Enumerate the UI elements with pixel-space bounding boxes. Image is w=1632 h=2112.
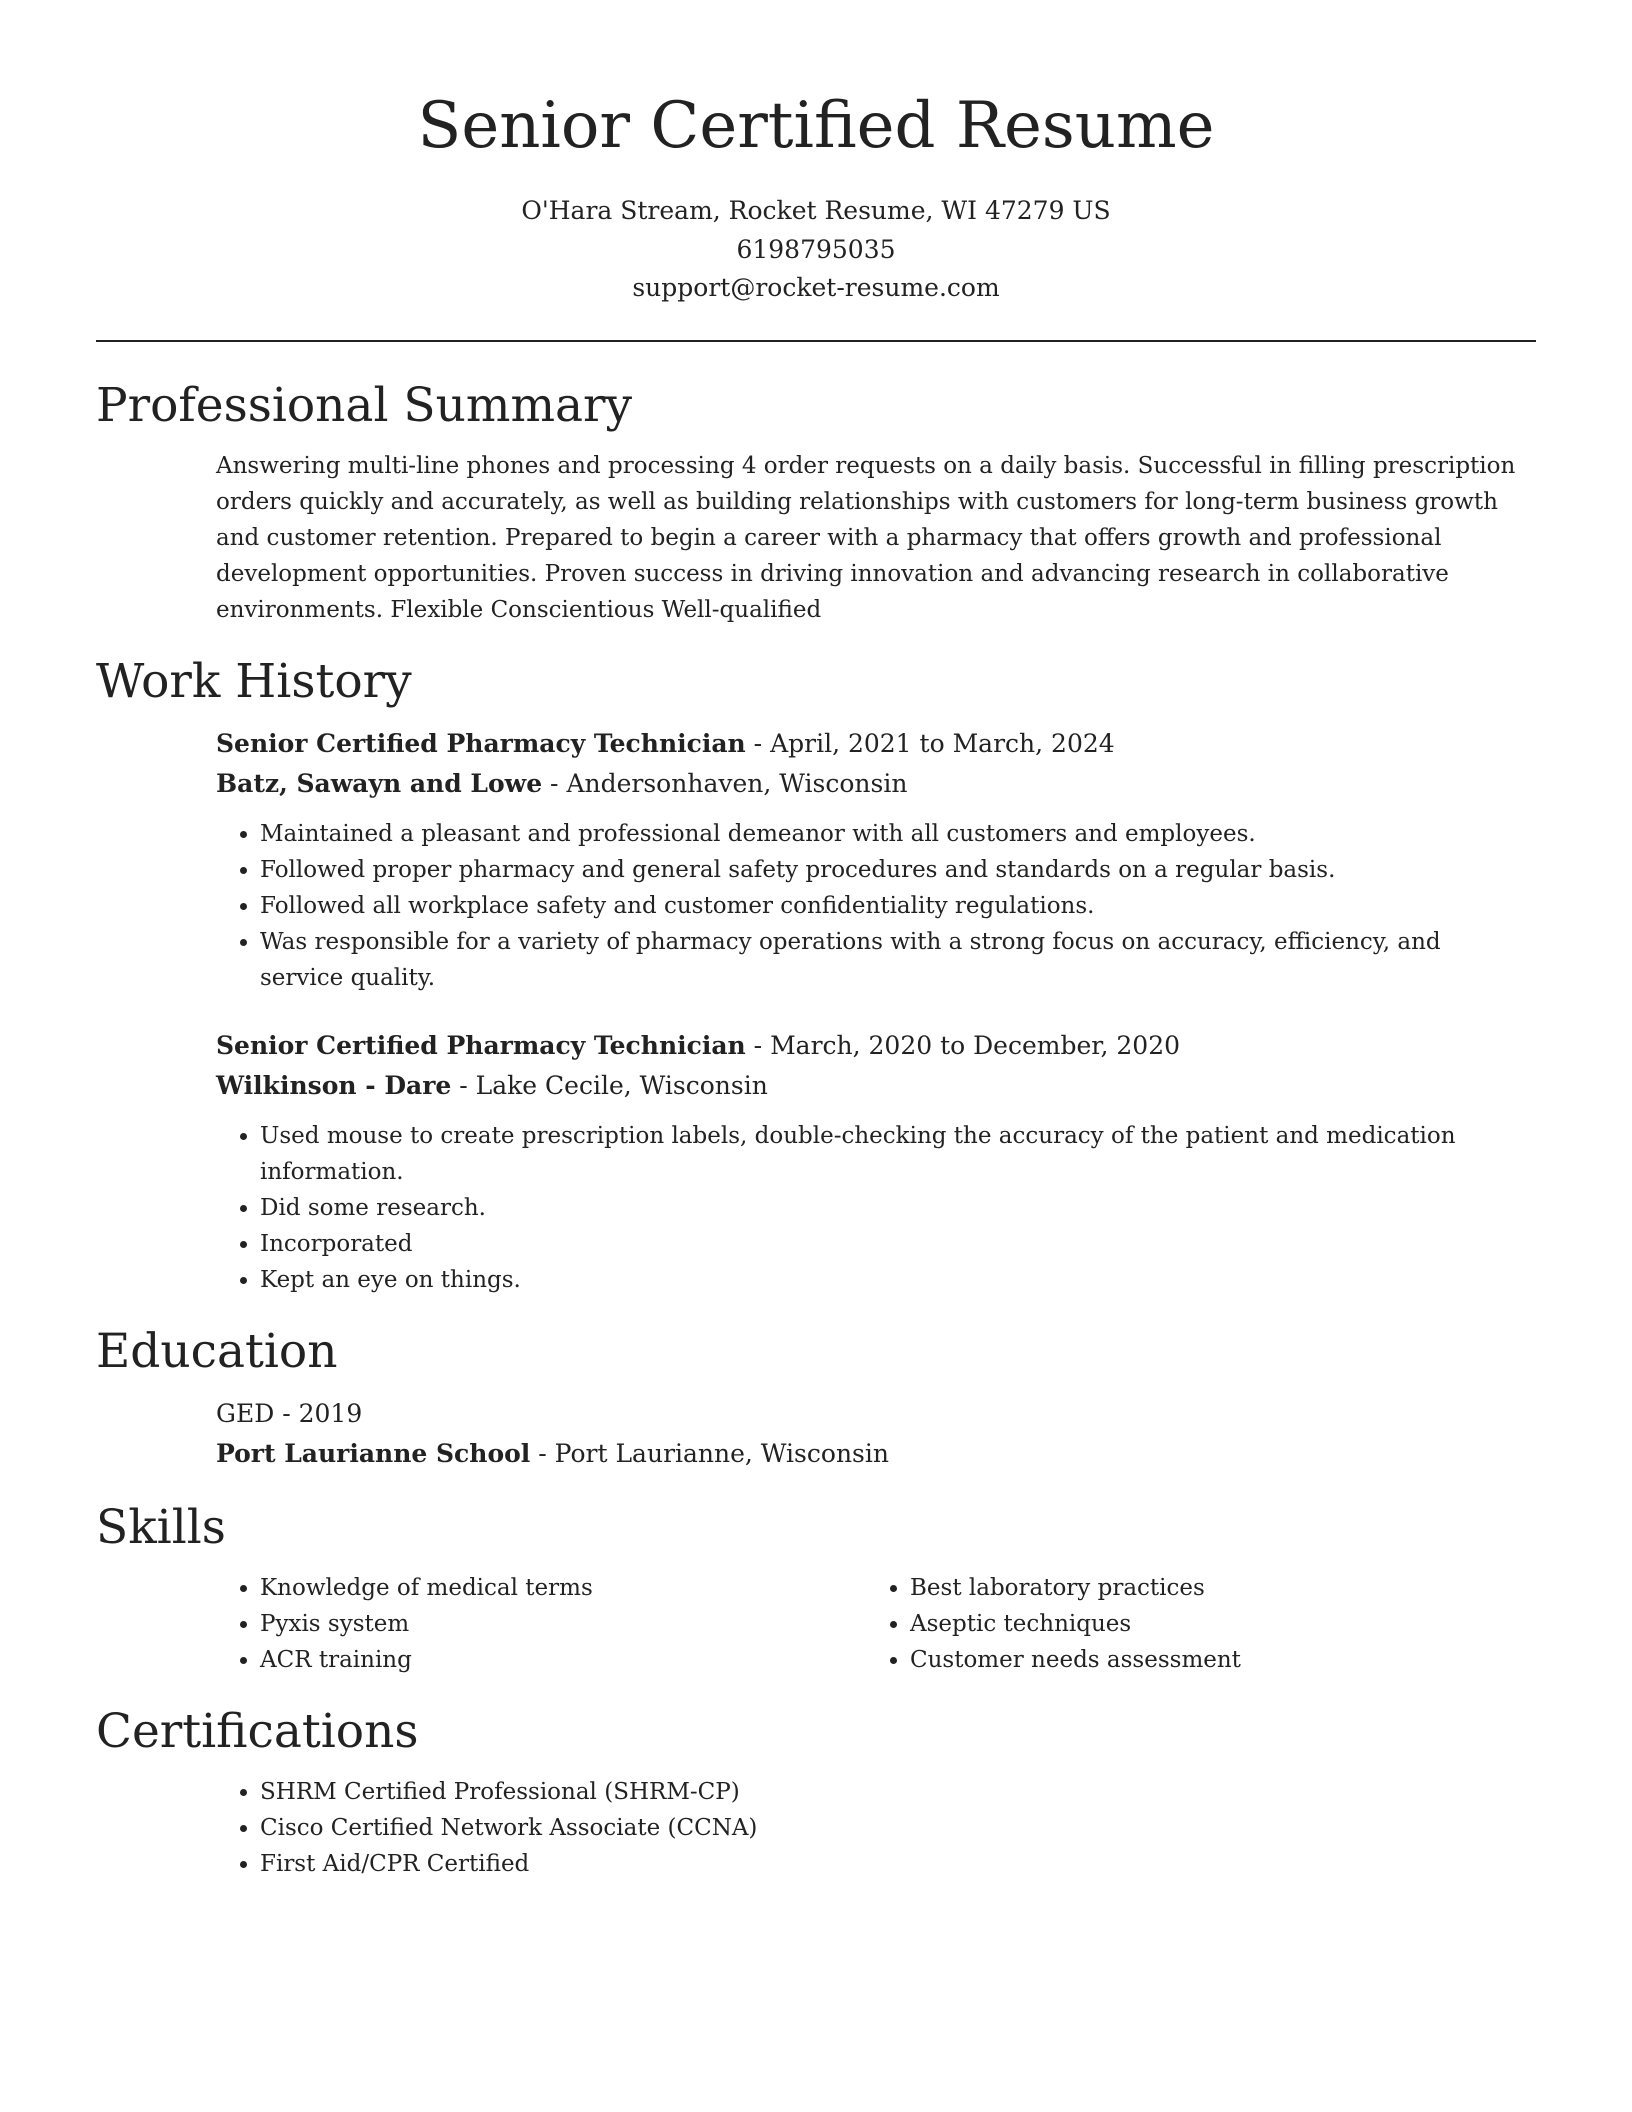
job-entry (216, 724, 1516, 996)
job-position: Senior Certified Pharmacy Technician (216, 728, 746, 758)
certifications-heading: Certifications (96, 1703, 419, 1759)
list-item: • Used mouse to create prescription labels, double-checking the accuracy of the patient and medication information. (260, 1118, 1516, 1190)
contact-phone: 6198795035 (736, 234, 896, 264)
skills-section (96, 1498, 1536, 1678)
contact-email: support@rocket-resume.com (632, 273, 1000, 302)
job-position: Senior Certified Pharmacy Technician (216, 1030, 746, 1060)
list-item: • Maintained a pleasant and professional demeanor with all customers and employees. (260, 816, 1516, 852)
certification-item: • First Aid/CPR Certified (260, 1846, 1516, 1882)
summary-text: Answering multi-line phones and processing 4 order requests on a daily basis. Successful in filling prescription orders quickly and accurately, as well as building relationships with customers for long-term business growth and customer retention. Prepared to begin a career with a pharmacy that offers growth and professional development opportunities. Proven success in driving innovation and advancing research in collaborative environments. Flexible Conscientious Well-qualified (216, 452, 1516, 623)
list-item: • Did some research. (260, 1190, 1516, 1226)
list-item: • Incorporated (260, 1226, 1516, 1262)
certification-item: • Cisco Certified Network Associate (CCNA) (260, 1810, 1516, 1846)
job-dates: - April, 2021 to March, 2024 (745, 728, 1115, 758)
skill-item: • Pyxis system (260, 1606, 866, 1642)
list-item: • Kept an eye on things. (260, 1262, 1516, 1298)
list-item: • Followed proper pharmacy and general safety procedures and standards on a regular basis. (260, 852, 1516, 888)
resume-page (96, 0, 1536, 1882)
summary-heading: Professional Summary (96, 377, 633, 433)
education-location: - Port Laurianne, Wisconsin (530, 1438, 889, 1468)
contact-block (96, 192, 1536, 308)
skills-list-right (866, 1570, 1516, 1678)
job-company-line (216, 764, 1516, 804)
job-location: - Lake Cecile, Wisconsin (451, 1070, 768, 1100)
job-dates: - March, 2020 to December, 2020 (745, 1030, 1180, 1060)
skill-item: • Customer needs assessment (910, 1642, 1516, 1678)
candidate-name: Senior Certified Resume (417, 89, 1215, 163)
job-duties-list (216, 816, 1516, 996)
skills-list-left (216, 1570, 866, 1678)
job-entry (216, 1026, 1516, 1298)
certifications-section (96, 1702, 1536, 1882)
work-history-section (96, 652, 1536, 1298)
contact-address: O'Hara Stream, Rocket Resume, WI 47279 US (521, 196, 1111, 225)
skill-item: • ACR training (260, 1642, 866, 1678)
summary-section (96, 376, 1536, 628)
job-location: - Andersonhaven, Wisconsin (542, 768, 908, 798)
education-heading: Education (96, 1323, 338, 1379)
list-item: • Followed all workplace safety and customer confidentiality regulations. (260, 888, 1516, 924)
skills-heading: Skills (96, 1499, 226, 1555)
work-history-heading: Work History (96, 653, 412, 709)
education-degree: GED - 2019 (216, 1398, 363, 1428)
resume-header (96, 0, 1536, 308)
education-school: Port Laurianne School (216, 1438, 531, 1468)
skill-item: • Aseptic techniques (910, 1606, 1516, 1642)
job-company-line (216, 1066, 1516, 1106)
job-duties-list (216, 1118, 1516, 1298)
education-section (96, 1322, 1536, 1474)
certification-item: • SHRM Certified Professional (SHRM-CP) (260, 1774, 1516, 1810)
list-item: • Was responsible for a variety of pharmacy operations with a strong focus on accuracy, efficiency, and service quality. (260, 924, 1516, 996)
skill-item: • Best laboratory practices (910, 1570, 1516, 1606)
job-company: Wilkinson - Dare (216, 1070, 452, 1100)
skill-item: • Knowledge of medical terms (260, 1570, 866, 1606)
job-title-line (216, 724, 1516, 764)
education-school-line (216, 1434, 1516, 1474)
certifications-list (216, 1774, 1516, 1882)
job-company: Batz, Sawayn and Lowe (216, 768, 543, 798)
header-divider (96, 340, 1536, 342)
job-title-line (216, 1026, 1516, 1066)
